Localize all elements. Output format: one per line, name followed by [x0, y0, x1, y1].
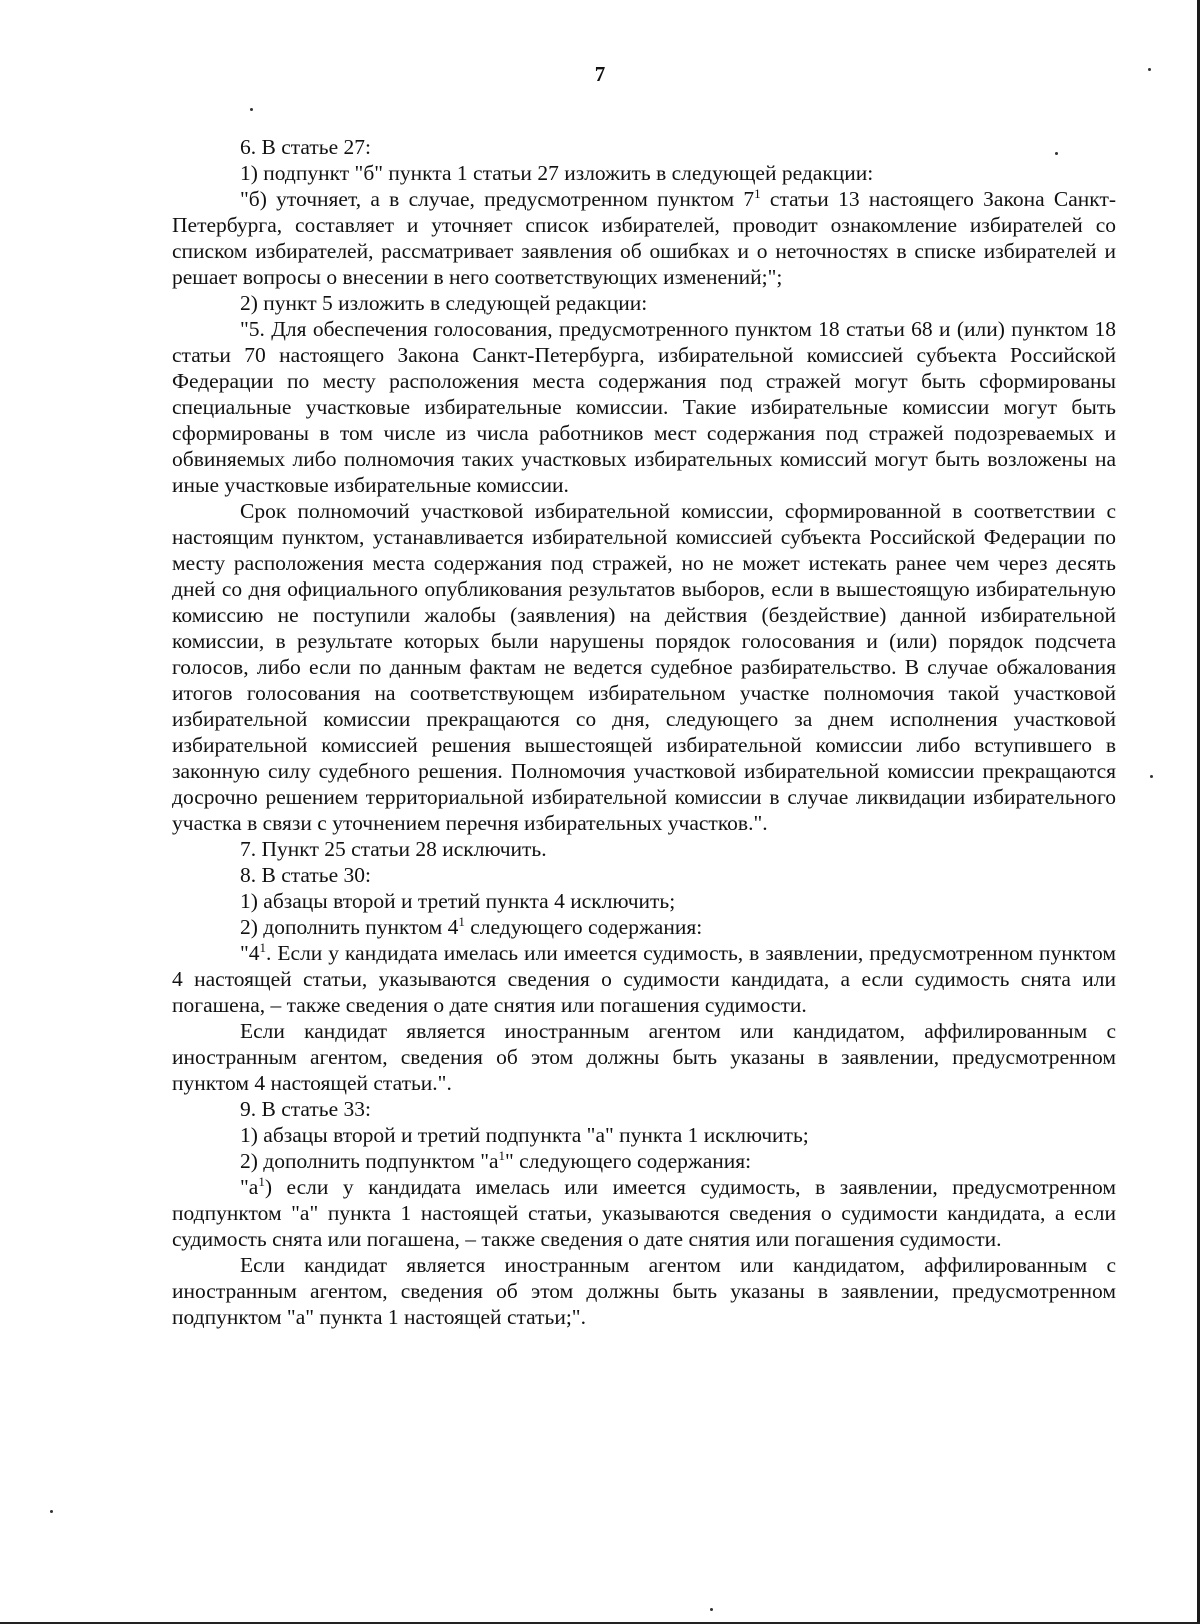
paragraph-article-27-heading: 6. В статье 27:	[240, 135, 371, 159]
scan-speck	[710, 1608, 713, 1611]
paragraph-33-subitem-a1: "$а^1$) если у кандидата имелась или имеется судимость, в заявлении, предусмотренном подпунктом "а" пункта 1 настоящей статьи, указываются сведения о судимости кандидата, а если судимость снята или погашена, – также сведения о дате снятия или погашения судимости.	[172, 1174, 1116, 1251]
scan-speck	[1055, 152, 1058, 155]
paragraph-33-foreign-agent: Если кандидат является иностранным агентом или кандидатом, аффилированным с иностранным агентом, сведения об этом должны быть указаны в заявлении, предусмотренном подпунктом "а" пункта 1 настоящей статьи;".	[172, 1253, 1116, 1329]
paragraph-article-30-heading: 8. В статье 30:	[240, 863, 371, 887]
paragraph-33-item-2: 2) дополнить подпунктом "$а^1$" следующего содержания:	[240, 1148, 752, 1173]
paragraph-30-item-2: 2) дополнить пунктом $4^1$ следующего содержания:	[240, 914, 703, 939]
paragraph-article-28: 7. Пункт 25 статьи 28 исключить.	[240, 837, 547, 861]
document-body	[172, 134, 1116, 1330]
page-number: 7	[594, 62, 606, 86]
paragraph-30-item-1: 1) абзацы второй и третий пункта 4 исключить;	[240, 889, 676, 913]
paragraph-27-item-1: 1) подпункт "б" пункта 1 статьи 27 изложить в следующей редакции:	[240, 161, 874, 185]
paragraph-article-33-heading: 9. В статье 33:	[240, 1097, 371, 1121]
scan-speck	[250, 108, 253, 111]
scan-speck	[1150, 775, 1153, 778]
paragraph-27-term-of-powers: Срок полномочий участковой избирательной комиссии, сформированной в соответствии с настоящим пунктом, устанавливается избирательной комиссией субъекта Российской Федерации по месту расположения места содержания под стражей, но не может истекать ранее чем через десять дней со дня официального опубликования результатов выборов, если в вышестоящую избирательную комиссию не поступили жалобы (заявления) на действия (бездействие) данной избирательной комиссии, в результате которых были нарушены порядок голосования и (или) порядок подсчета голосов, либо если по данным фактам не ведется судебное разбирательство. В случае обжалования итогов голосования на соответствующем избирательном участке полномочия такой участковой избирательной комиссии прекращаются со дня, следующего за днем исполнения участковой избирательной комиссией решения вышестоящей избирательной комиссии либо вступившего в законную силу судебного решения. Полномочия участковой избирательной комиссии прекращаются досрочно решением территориальной избирательной комиссии в случае ликвидации избирательного участка в связи с уточнением перечня избирательных участков.".	[172, 499, 1116, 835]
paragraph-30-point-4-1: "$4^1$. Если у кандидата имелась или имеется судимость, в заявлении, предусмотренном пунктом 4 настоящей статьи, указываются сведения о судимости кандидата, а если судимость снята или погашена, – также сведения о дате снятия или погашения судимости.	[172, 940, 1116, 1017]
paragraph-27-subitem-b: "б) уточняет, а в случае, предусмотренном пунктом $7^1$ статьи 13 настоящего Закона Санкт-Петербурга, составляет и уточняет список избирателей, проводит ознакомление избирателей со списком избирателей, рассматривает заявления об ошибках и о неточностях в списке избирателей и решает вопросы о внесении в него соответствующих изменений;";	[172, 186, 1116, 289]
paragraph-33-item-1: 1) абзацы второй и третий подпункта "а" пункта 1 исключить;	[240, 1123, 809, 1147]
paragraph-30-foreign-agent: Если кандидат является иностранным агентом или кандидатом, аффилированным с иностранным агентом, сведения об этом должны быть указаны в заявлении, предусмотренном пунктом 4 настоящей статьи.".	[172, 1019, 1116, 1095]
paragraph-27-item-2: 2) пункт 5 изложить в следующей редакции:	[240, 291, 648, 315]
paragraph-27-point-5: "5. Для обеспечения голосования, предусмотренного пунктом 18 статьи 68 и (или) пунктом 18 статьи 70 настоящего Закона Санкт-Петербурга, избирательной комиссией субъекта Российской Федерации по месту расположения места содержания под стражей могут быть сформированы специальные участковые избирательные комиссии. Такие избирательные комиссии могут быть сформированы в том числе из числа работников мест содержания под стражей подозреваемых и обвиняемых либо полномочия таких участковых избирательных комиссий могут быть возложены на иные участковые избирательные комиссии.	[172, 317, 1116, 497]
scan-speck	[50, 1510, 53, 1513]
scan-speck	[1148, 68, 1151, 71]
